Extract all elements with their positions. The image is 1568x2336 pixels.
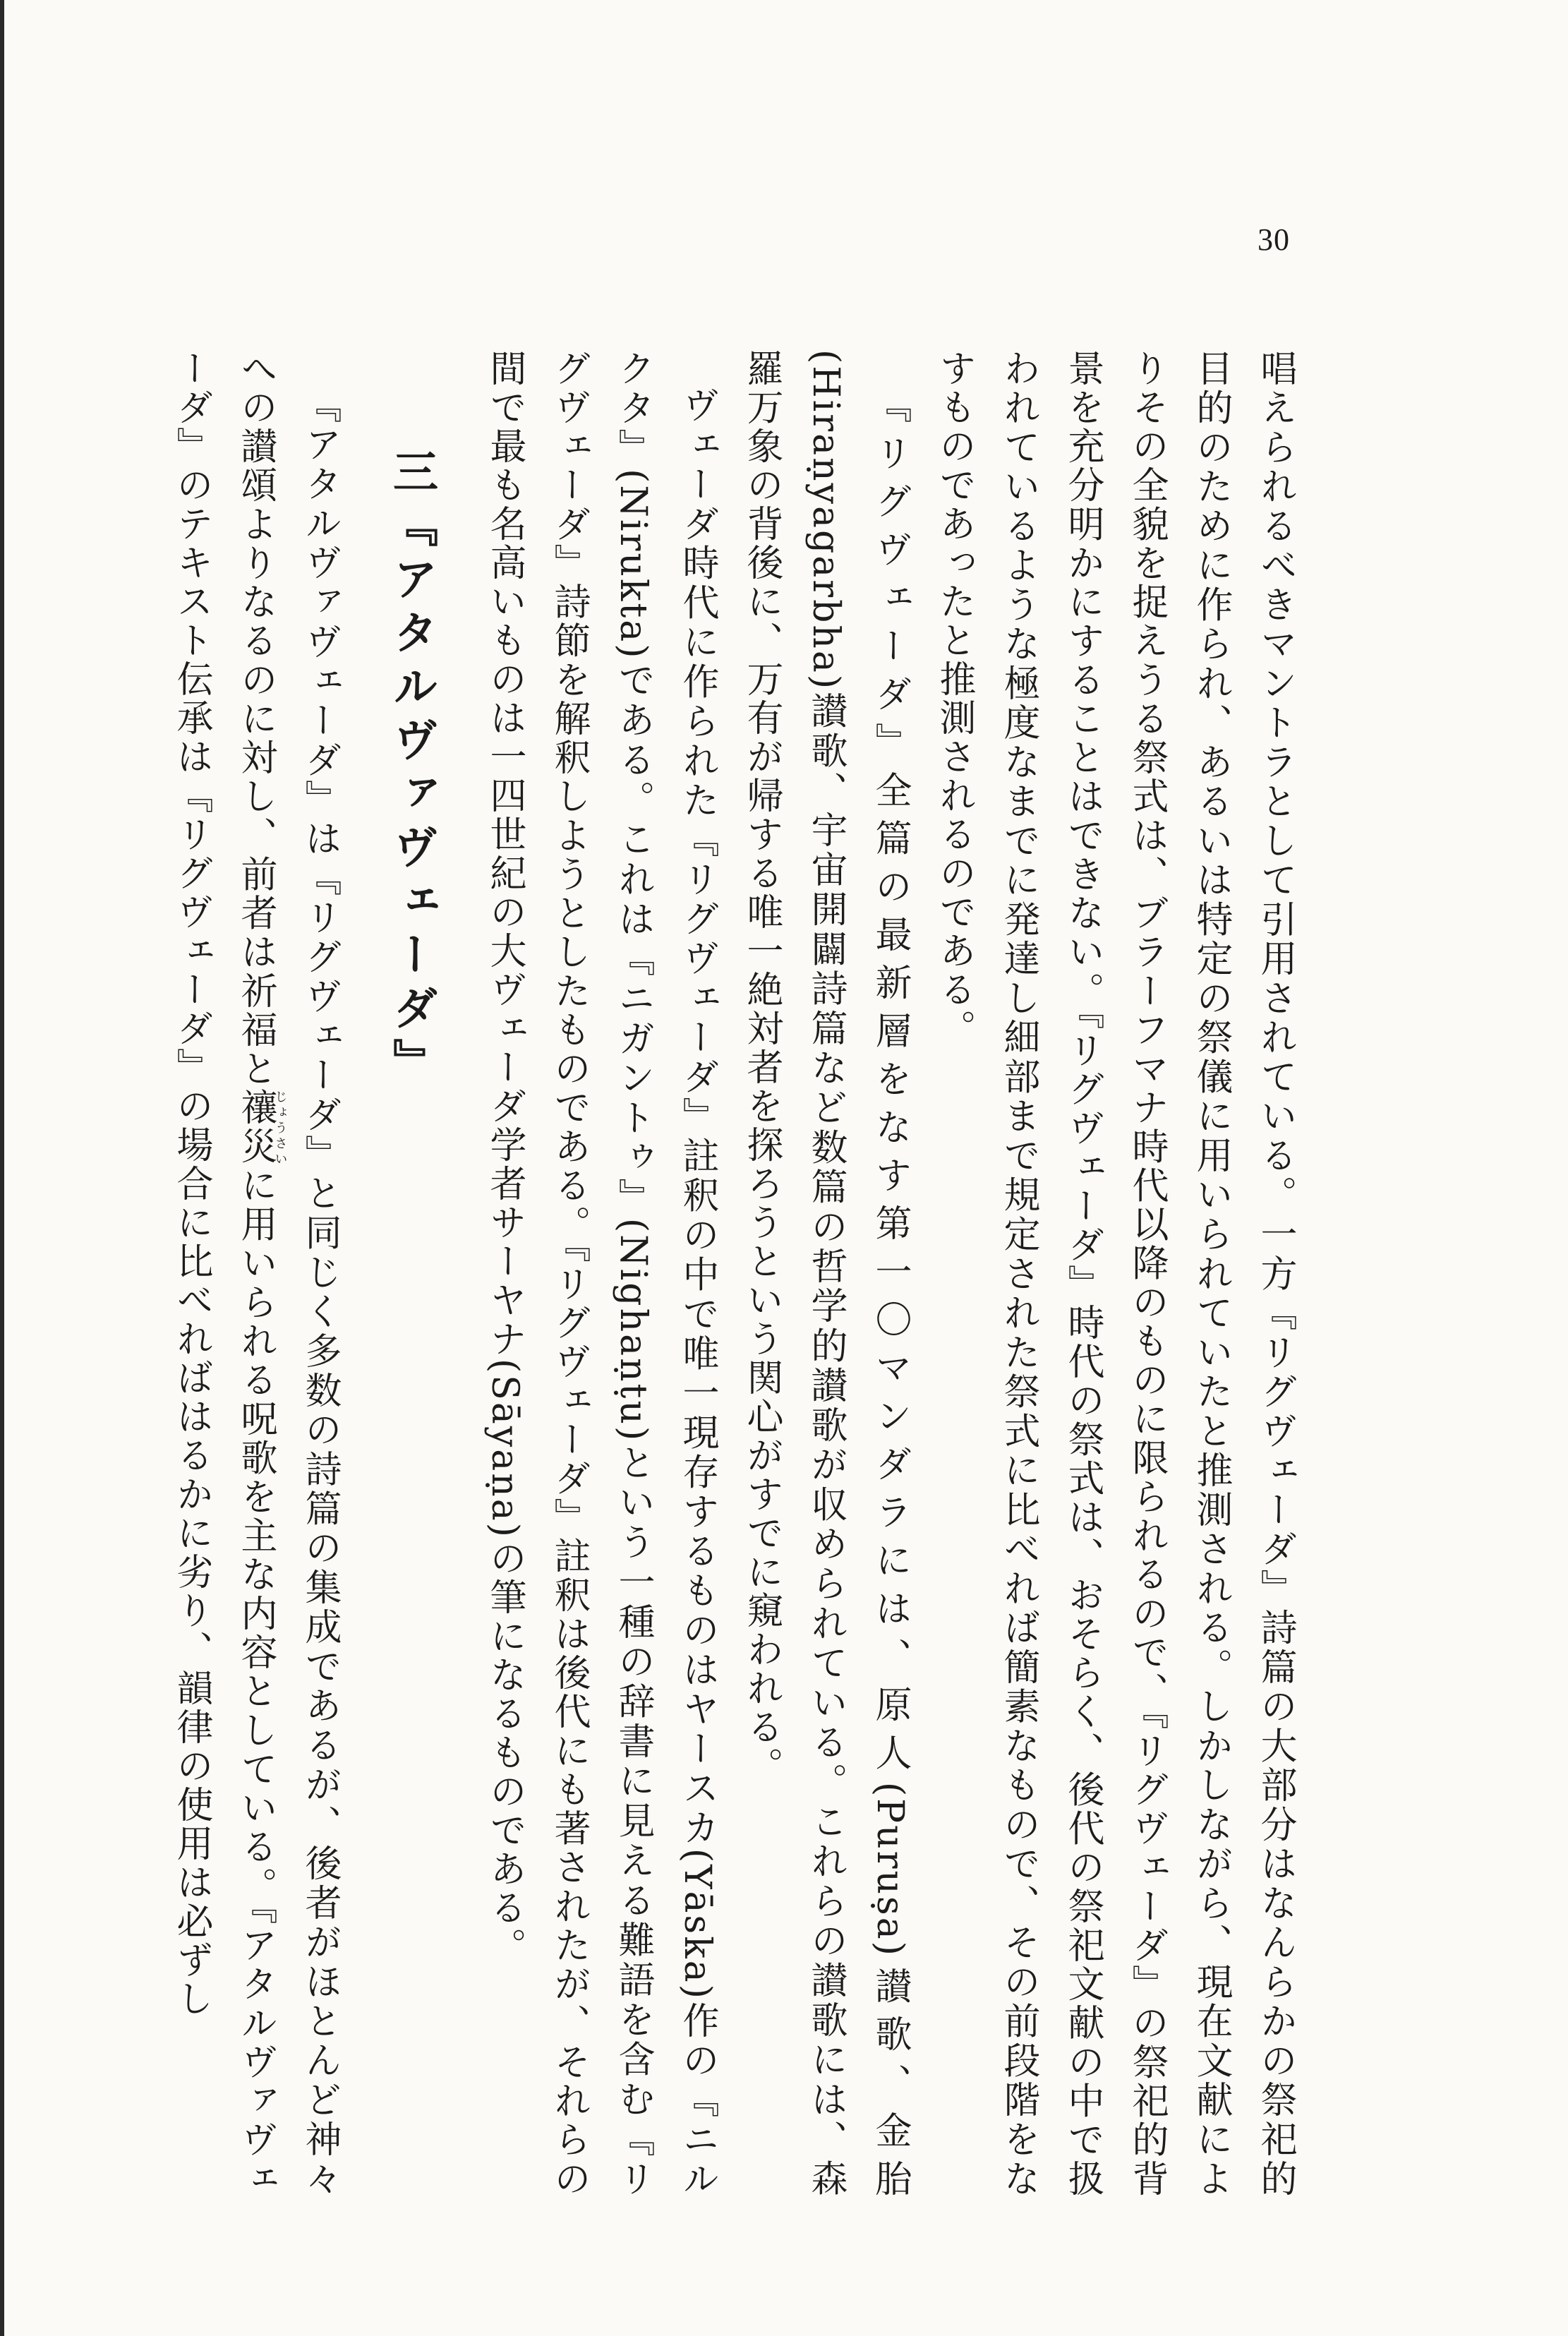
paragraph-commentaries: ヴェーダ時代に作られた『リグヴェーダ』註釈の中で唯一現存するものはヤースカ(Yāska)作の『ニルクタ』(Nirukta)である。これは『ニガントゥ』(Nighaṇṭu)という一種の辞書に見える難語を含む『リグヴェーダ』詩節を解釈しようとしたものである。『リグヴェーダ』註釈は後代にも著されたが、それらの間で最も名高いものは一四世紀の大ヴェーダ学者サーヤナ(Sāyaṇa)の筆になるものである。 [483, 349, 718, 2199]
paragraph-atharvaveda-part1: 『アタルヴァヴェーダ』は『リグヴェーダ』と同じく多数の詩篇の集成であるが、後者がほとんど神々への讃頌よりなるのに対し、前者は祈福と [234, 349, 341, 2198]
paragraph-mantra: 唱えられるべきマントラとして引用されている。一方『リグヴェーダ』詩篇の大部分はなんらかの祭祀的目的のために作られ、あるいは特定の祭儀に用いられていたと推測される。しかしながら、現在文献によりその全貌を捉えうる祭式は、ブラーフマナ時代以降のものに限られるので、『リグヴェーダ』の祭祀的背景を充分明かにすることはできない。『リグヴェーダ』時代の祭式は、おそらく、後代の祭祀文献の中で扱われているような極度なまでに発達し細部まで規定された祭式に比べれば簡素なもので、その前段階をなすものであったと推測されるのである。 [933, 349, 1296, 2199]
paragraph-atharvaveda [159, 349, 351, 2198]
ruby-joosai [234, 1088, 288, 1167]
paragraph-philosophical-hymns: 『リグヴェーダ』全篇の最新層をなす第一〇マンダラには、原人(Puruṣa)讃歌、金胎(Hiraṇyagarbha)讃歌、宇宙開闢詩篇など数篇の哲学的讃歌が収められている。これらの讃歌には、森羅万象の背後に、万有が帰する唯一絶対者を探ろうという関心がすでに窺われる。 [740, 349, 911, 2198]
body-text [159, 349, 1307, 2198]
paragraph-atharvaveda-part2: に用いられる呪歌を主な内容としている。『アタルヴァヴェーダ』のテキスト伝承は『リグヴェーダ』の場合に比べればはるかに劣り、韻律の使用は必ずし [170, 349, 277, 2199]
section-title: 『アタルヴァヴェーダ』 [385, 502, 438, 1092]
ruby-base: 禳災 [234, 1088, 277, 1167]
page-number: 30 [1258, 222, 1290, 257]
section-number: 三 [385, 448, 438, 502]
section-heading [380, 349, 444, 2198]
page-edge [0, 0, 4, 2336]
ruby-reading: じょうさい [272, 1088, 288, 1167]
